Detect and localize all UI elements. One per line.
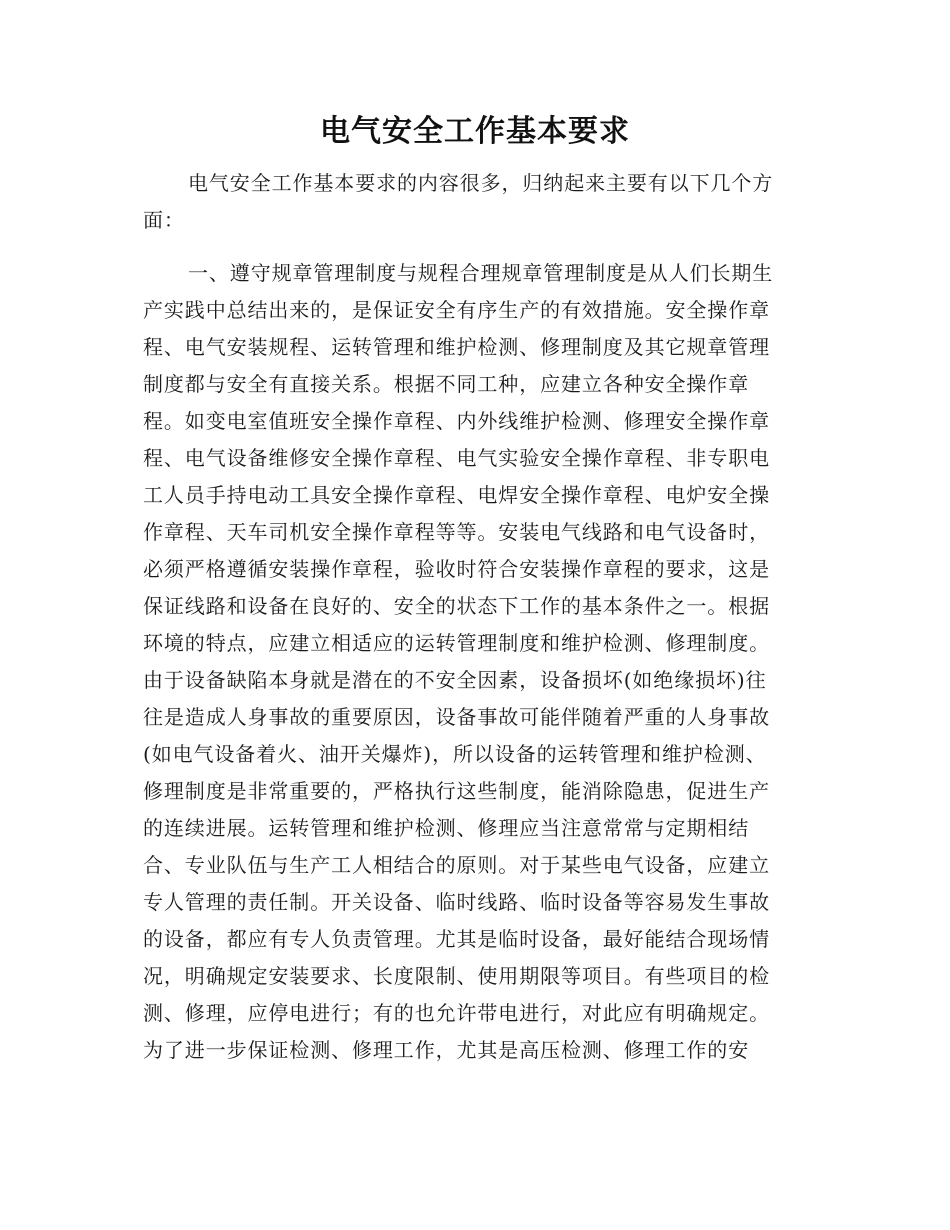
- body-line: 修理制度是非常重要的，严格执行这些制度，能消除隐患，促进生产: [143, 779, 770, 803]
- body-line: 程、电气安装规程、运转管理和维护检测、修理制度及其它规章管理: [143, 335, 770, 359]
- body-line: 制度都与安全有直接关系。根据不同工种，应建立各种安全操作章: [143, 372, 750, 396]
- body-line: 工人员手持电动工具安全操作章程、电焊安全操作章程、电炉安全操: [143, 483, 770, 507]
- body-line: 环境的特点，应建立相适应的运转管理制度和维护检测、修理制度。: [143, 631, 770, 655]
- body-line: 为了进一步保证检测、修理工作，尤其是高压检测、修理工作的安: [143, 1038, 750, 1062]
- body-line: 的设备，都应有专人负责管理。尤其是临时设备，最好能结合现场情: [143, 927, 770, 951]
- body-line: 必须严格遵循安装操作章程，验收时符合安装操作章程的要求，这是: [143, 557, 770, 581]
- intro-line: 面：: [143, 208, 185, 232]
- body-line: 况，明确规定安装要求、长度限制、使用期限等项目。有些项目的检: [143, 964, 770, 988]
- body-line: 的连续进展。运转管理和维护检测、修理应当注意常常与定期相结: [143, 816, 750, 840]
- body-line: 一、遵守规章管理制度与规程合理规章管理制度是从人们长期生: [188, 261, 774, 285]
- body-line: 专人管理的责任制。开关设备、临时线路、临时设备等容易发生事故: [143, 890, 770, 914]
- body-line: (如电气设备着火、油开关爆炸)，所以设备的运转管理和维护检测、: [143, 742, 767, 766]
- document-title: 电气安全工作基本要求: [320, 114, 630, 149]
- body-line: 程。如变电室值班安全操作章程、内外线维护检测、修理安全操作章: [143, 409, 770, 433]
- body-line: 测、修理，应停电进行；有的也允许带电进行，对此应有明确规定。: [143, 1001, 770, 1025]
- intro-line: 电气安全工作基本要求的内容很多，归纳起来主要有以下几个方: [188, 171, 774, 195]
- body-line: 保证线路和设备在良好的、安全的状态下工作的基本条件之一。根据: [143, 594, 770, 618]
- body-line: 由于设备缺陷本身就是潜在的不安全因素，设备损坏(如绝缘损坏)往: [143, 668, 767, 692]
- body-line: 程、电气设备维修安全操作章程、电气实验安全操作章程、非专职电: [143, 446, 770, 470]
- body-line: 往是造成人身事故的重要原因，设备事故可能伴随着严重的人身事故: [143, 705, 770, 729]
- body-line: 产实践中总结出来的，是保证安全有序生产的有效措施。安全操作章: [143, 298, 770, 322]
- body-line: 合、专业队伍与生产工人相结合的原则。对于某些电气设备，应建立: [143, 853, 770, 877]
- body-line: 作章程、天车司机安全操作章程等等。安装电气线路和电气设备时，: [143, 520, 770, 544]
